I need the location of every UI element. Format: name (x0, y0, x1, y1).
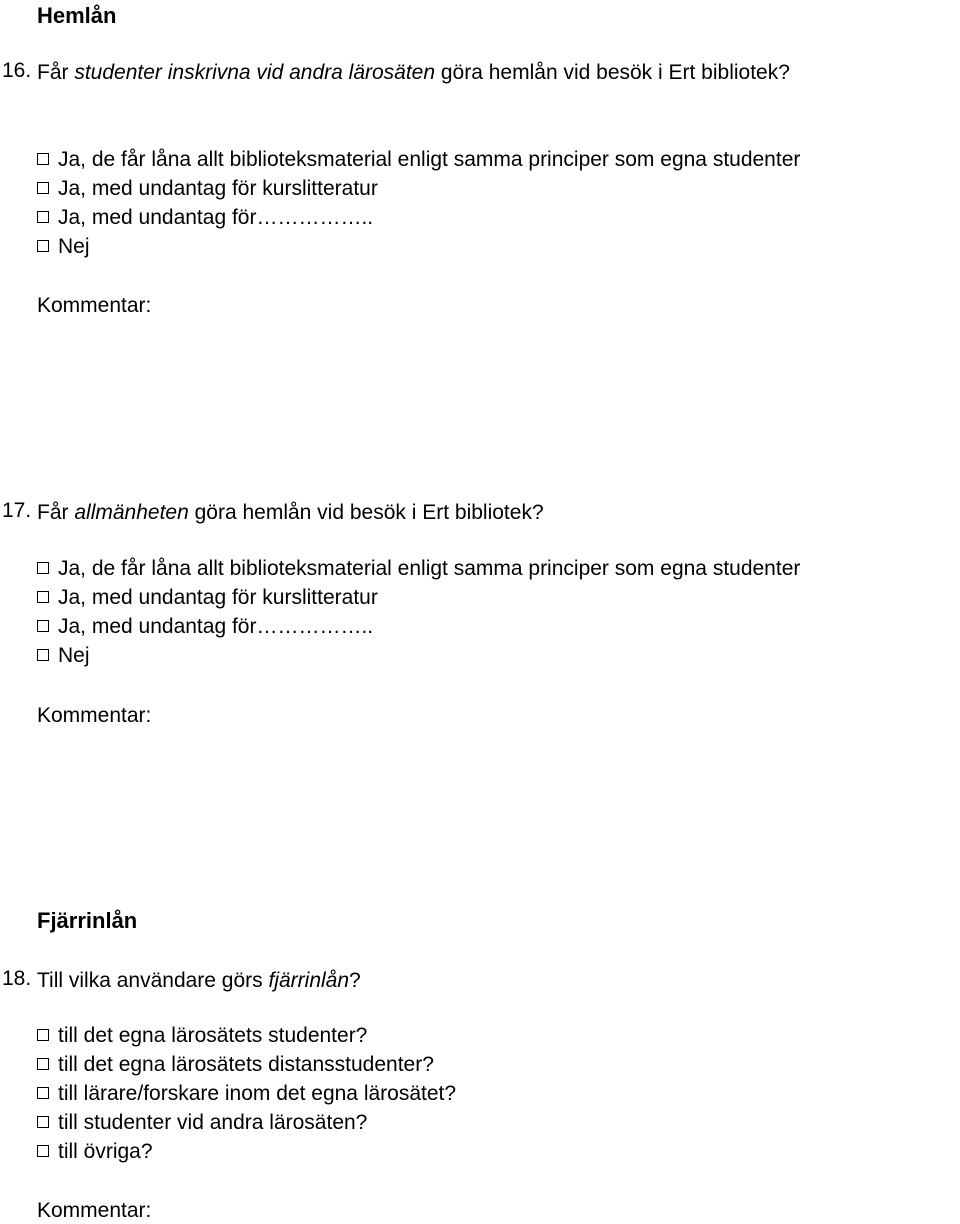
q18-option-2[interactable] (37, 1053, 434, 1081)
section-heading-fjarrinlan: Fjärrinlån (37, 908, 138, 933)
checkbox-icon[interactable] (37, 1087, 49, 1099)
option-label: Ja, med undantag för…………….. (58, 206, 374, 229)
q18-option-5[interactable] (37, 1140, 153, 1168)
q18-comment-label: Kommentar: (37, 1199, 152, 1222)
option-label: Ja, med undantag för kurslitteratur (58, 586, 378, 609)
option-label: Ja, de får låna allt biblioteksmaterial enligt samma principer som egna studenter (58, 557, 801, 580)
q17-option-1[interactable] (37, 557, 800, 585)
q17-option-4[interactable] (37, 644, 90, 672)
checkbox-icon[interactable] (37, 591, 49, 603)
q17-option-2[interactable] (37, 586, 378, 614)
checkbox-icon[interactable] (37, 562, 49, 574)
option-label: Nej (58, 235, 90, 258)
question-number-17: 17. (2, 499, 32, 522)
q16-option-2[interactable] (37, 177, 378, 205)
question-text-17 (37, 499, 917, 527)
checkbox-icon[interactable] (37, 240, 49, 252)
question-text-18 (37, 967, 917, 995)
question-text-16 (37, 59, 917, 87)
question-text-16-pre: Får (37, 61, 75, 84)
question-number-18: 18. (2, 967, 32, 990)
checkbox-icon[interactable] (37, 211, 49, 223)
option-label: Ja, med undantag för…………….. (58, 615, 374, 638)
checkbox-icon[interactable] (37, 1058, 49, 1070)
question-text-18-post: ? (349, 969, 361, 992)
question-text-18-emphasis: fjärrinlån (268, 969, 350, 992)
q18-option-3[interactable] (37, 1082, 456, 1110)
checkbox-icon[interactable] (37, 1029, 49, 1041)
option-label: Ja, med undantag för kurslitteratur (58, 177, 378, 200)
q16-option-1[interactable] (37, 148, 800, 176)
checkbox-icon[interactable] (37, 153, 49, 165)
checkbox-icon[interactable] (37, 1116, 49, 1128)
checkbox-icon[interactable] (37, 1145, 49, 1157)
q16-comment-label: Kommentar: (37, 294, 152, 317)
q17-comment-label: Kommentar: (37, 704, 152, 727)
option-label: till lärare/forskare inom det egna lärosätet? (58, 1082, 457, 1105)
question-text-17-post: göra hemlån vid besök i Ert bibliotek? (188, 501, 544, 524)
question-number-16: 16. (2, 59, 32, 82)
q16-option-4[interactable] (37, 235, 90, 263)
question-text-16-emphasis: studenter inskrivna vid andra lärosäten (74, 61, 436, 84)
question-text-16-post: göra hemlån vid besök i Ert bibliotek? (435, 61, 790, 84)
option-label: till övriga? (58, 1140, 153, 1163)
question-text-18-pre: Till vilka användare görs (37, 969, 269, 992)
option-label: till det egna lärosätets studenter? (58, 1024, 368, 1047)
checkbox-icon[interactable] (37, 649, 49, 661)
q17-option-3[interactable] (37, 615, 373, 643)
checkbox-icon[interactable] (37, 182, 49, 194)
question-text-17-emphasis: allmänheten (74, 501, 189, 524)
q18-option-1[interactable] (37, 1024, 367, 1052)
option-label: Nej (58, 644, 90, 667)
question-text-17-pre: Får (37, 501, 75, 524)
section-heading-hemlan: Hemlån (37, 3, 117, 28)
option-label: till studenter vid andra lärosäten? (58, 1111, 368, 1134)
q16-option-3[interactable] (37, 206, 373, 234)
q18-option-4[interactable] (37, 1111, 367, 1139)
checkbox-icon[interactable] (37, 620, 49, 632)
option-label: Ja, de får låna allt biblioteksmaterial enligt samma principer som egna studenter (58, 148, 801, 171)
option-label: till det egna lärosätets distansstudenter? (58, 1053, 434, 1076)
